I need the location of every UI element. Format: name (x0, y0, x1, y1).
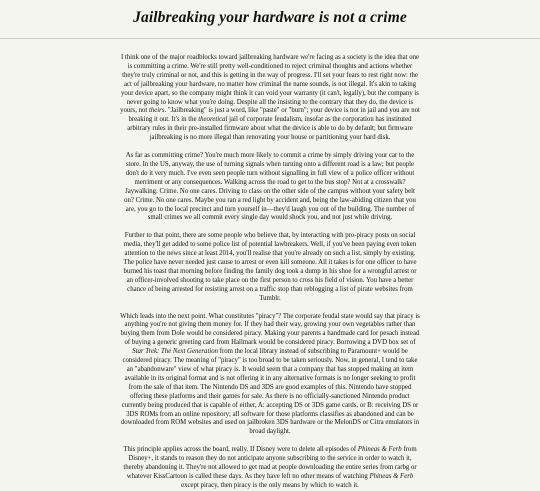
emphasized-text: theoretical (198, 116, 228, 124)
emphasized-text: Phineas & Ferb (369, 472, 414, 480)
paragraph-text: This principle applies across the board, really. If Disney were to delete all episodes of (123, 446, 358, 454)
article-body (120, 54, 420, 491)
emphasized-text: theirs (148, 107, 165, 115)
article-paragraph (120, 446, 420, 491)
paragraph-text: As far as committing crime? You're much more likely to commit a crime by simply driving your car to the store. In the US, anyway, the use of turning signals when turning onto a different road is a law; but people don't do it very much. I've even seen people turn without signalling in full view of a police officer without merriment or any consequences. Walking across the road to get to the bus stop? Not at a crosswalk? Jaywalking. Crime. No one cares. Driving to class on the other side of the campus without your safety belt on? Crime. No one cares. Maybe you ran a red light by accident and, being the law-abiding citizen that you are, you go to the local precinct and turn yourself in—they'd laugh you out of the building. The number of small crimes we all commit every single day would shock you, and not just while driving. (124, 152, 416, 222)
emphasized-text: Phineas & Ferb (357, 446, 402, 454)
article-paragraph (120, 313, 420, 438)
paragraph-text: from the local library instead of subscribing to Paramount+ would be considered piracy. The meaning of "piracy" is too broad to be taken seriously. Now, in general, I tend to take an "abandonware" view of what piracy is. It would seem that a company that has stopped making an item available in its original format and is not offering it in any alternative formats is no longer seeking to profit from the sale of that item. The Nintendo DS and 3DS are good examples of this. Nintendo have stopped offering these platforms and their games for sale. As there is no officially-sanctioned Nintendo product currently being produced that is capable of either, A: accepting DS or 3DS game cards, or B: receiving DS or 3DS ROMs from an online repository; all software for those platforms classifies as abandoned and can be downloaded from ROM websites and used on jailbroken 3DS hardware or the MelonDS or Citra emulators in broad daylight. (120, 348, 420, 436)
paragraph-text: except piracy, then piracy is the only means by which to watch it. (181, 481, 359, 489)
paragraph-text: Which leads into the next point. What constitutes "piracy"? The corporate feudal state would say that piracy is anything you're not giving them money for. If they had their way, growing your own vegetables rather than buying them from Dole would be considered piracy. Making your parents a handmade card for pesach instead of buying a generic greeting card from Hallmark would be considered piracy. Borrowing a DVD box set of (120, 312, 420, 347)
paragraph-text: Further to that point, there are some people who believe that, by interacting with pro-piracy posts on social media, they'll get added to some police list of potential lawbreakers. Well, if you've been paying even token attention to the news since at least 2014, you'll realise that you're already on such a list, simply by existing. The police have never needed just cause to arrest or even kill someone. All it takes is for one officer to have burned his toast that morning before finding the family dog took a dump in his shoe for a wrongful arrest or an officer-involved shooting to take place on the first person to cross his field of vision. You have a better chance of being arrested for resisting arrest on a traffic stop than reblogging a list of pirate websites from Tumblr. (123, 232, 417, 302)
emphasized-text: Star Trek: The Next Generation (132, 348, 219, 356)
article-paragraph (120, 152, 420, 223)
paragraph-text: I think one of the major roadblocks toward jailbreaking hardware we're facing as a society is the idea that one is committing a crime. We're still pretty well-conditioned to reject criminal thoughts and actions whether they're truly criminal or not, and this is getting in the way of progress. I'll set your fears to rest right now: the act of jailbreaking your hardware, no matter how criminal the name sounds, is not illegal. It's akin to taking your device apart, so the company might think it can void your warranty (it can't, legally), but the company is never going to know what you're doing. Despite all the insisting to the contrary that they do, the device is yours, not (120, 54, 420, 115)
title-divider (0, 38, 540, 39)
paragraph-text: jail of corporate feudalism, insofar as the corporation has instituted arbitrary rules in their pre-installed firmware about what the device is able to do by default; but firmware jailbreaking is no more illegal than renovating your house or partitioning your hard disk. (127, 116, 413, 142)
article-paragraph (120, 232, 420, 303)
paragraph-text: from Disney+, it stands to reason they do not anticipate anyone subscribing to the service in order to watch it, thereby abandoning it. They're not allowed to get mad at people downloading the entire series from rarbg or whatever KissCartoon is called these days. As they have left no other means of watching (123, 446, 417, 480)
paragraph-text: . "Jailbreaking" is just a word, like "paste" or "burn"; your device is not in jail and you are not breaking it out. It's in the (128, 107, 420, 124)
page-title: Jailbreaking your hardware is not a crime (133, 9, 407, 26)
article-paragraph (120, 54, 420, 143)
